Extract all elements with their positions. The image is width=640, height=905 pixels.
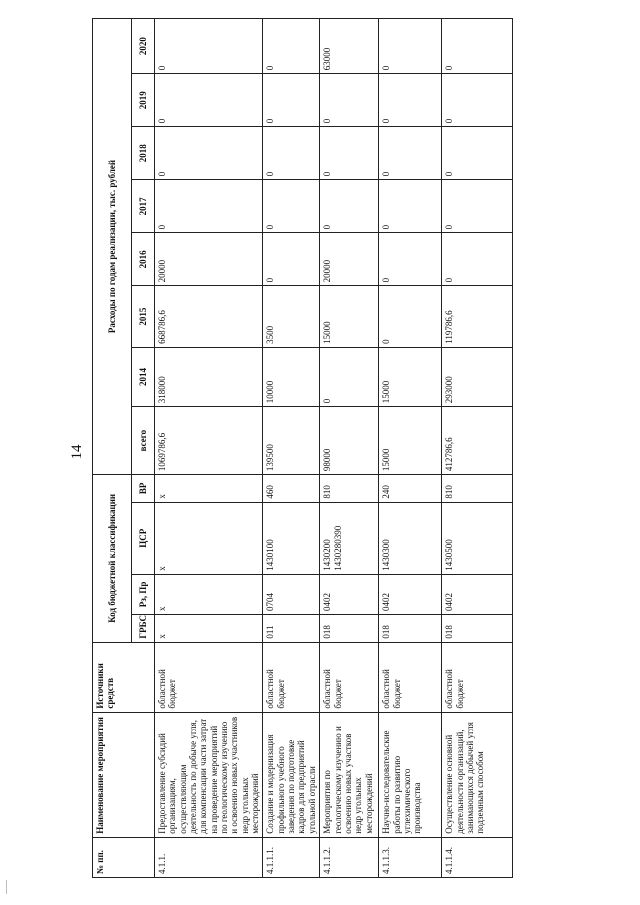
page-number: 14	[69, 444, 85, 460]
header-year: 2015	[132, 286, 155, 348]
row-year-value: 15000	[320, 286, 379, 348]
header-num: № пп.	[93, 837, 155, 877]
row-year-value: 0	[263, 233, 320, 286]
row-year-value: 63000	[320, 19, 379, 74]
row-year-value: 0	[320, 74, 379, 127]
row-name: Предоставление субсидий организациям, осуществляющим деятельность по добыче угля, для компенсации части затрат на проведение мероприятий по геологическому изучению и освоению новых участников недр угольных месторождений	[155, 712, 263, 837]
row-year-value: 0	[155, 19, 263, 74]
row-name: Научно-исследовательские работы по развитию углехимического производства	[379, 712, 442, 837]
row-vr: 460	[263, 475, 320, 503]
header-year: 2020	[132, 19, 155, 74]
row-num: 4.1.1.	[155, 837, 263, 877]
header-year: 2014	[132, 347, 155, 406]
row-year-value: 0	[320, 180, 379, 233]
row-source: областной бюджет	[442, 642, 513, 712]
row-grbs: х	[155, 615, 263, 643]
row-year-value: 0	[442, 74, 513, 127]
row-year-value: 0	[320, 347, 379, 406]
row-total: 1069786,6	[155, 407, 263, 475]
row-total: 98000	[320, 407, 379, 475]
row-num: 4.1.1.2.	[320, 837, 379, 877]
row-year-value: 0	[442, 180, 513, 233]
row-source: областной бюджет	[379, 642, 442, 712]
row-rz: 0402	[379, 574, 442, 614]
row-csr: 1430300	[379, 502, 442, 574]
row-num: 4.1.1.3.	[379, 837, 442, 877]
row-num: 4.1.1.1.	[263, 837, 320, 877]
row-year-value: 0	[379, 19, 442, 74]
row-year-value: 0	[442, 127, 513, 180]
row-year-value: 0	[379, 286, 442, 348]
row-vr: 810	[442, 475, 513, 503]
table-row	[263, 19, 320, 878]
table-row	[379, 19, 442, 878]
row-source: областной бюджет	[320, 642, 379, 712]
row-year-value: 0	[379, 74, 442, 127]
row-year-value: 0	[155, 127, 263, 180]
row-num: 4.1.1.4.	[442, 837, 513, 877]
row-rz: 0402	[320, 574, 379, 614]
row-csr: 1430200 1430280390	[320, 502, 379, 574]
header-year: 2017	[132, 180, 155, 233]
header-grbs: ГРБС	[132, 615, 155, 643]
row-year-value: 0	[263, 19, 320, 74]
row-total: 139500	[263, 407, 320, 475]
header-year: 2019	[132, 74, 155, 127]
row-year-value: 0	[379, 233, 442, 286]
row-csr: 1430500	[442, 502, 513, 574]
row-name: Создание и модернизация профильного учебного заведения по подготовке кадров для предприятий угольной отрасли	[263, 712, 320, 837]
scan-edge-mark	[6, 880, 7, 894]
rotated-table-container	[92, 18, 542, 878]
header-year: 2016	[132, 233, 155, 286]
row-year-value: 0	[155, 74, 263, 127]
row-grbs: 018	[442, 615, 513, 643]
header-year: 2018	[132, 127, 155, 180]
row-source: областной бюджет	[263, 642, 320, 712]
row-grbs: 018	[320, 615, 379, 643]
row-year-value: 0	[263, 180, 320, 233]
row-vr: 810	[320, 475, 379, 503]
row-total: 15000	[379, 407, 442, 475]
row-grbs: 011	[263, 615, 320, 643]
row-year-value: 10000	[263, 347, 320, 406]
header-name: Наименование мероприятия	[93, 712, 155, 837]
row-vr: х	[155, 475, 263, 503]
row-rz: 0402	[442, 574, 513, 614]
row-source: областной бюджет	[155, 642, 263, 712]
header-row-1	[93, 19, 132, 878]
row-year-value: 0	[442, 19, 513, 74]
row-year-value: 668786,6	[155, 286, 263, 348]
table-row	[320, 19, 379, 878]
table-row	[155, 19, 263, 878]
header-total: всего	[132, 407, 155, 475]
row-csr: х	[155, 502, 263, 574]
header-csr: ЦСР	[132, 502, 155, 574]
row-year-value: 0	[155, 180, 263, 233]
row-year-value: 0	[263, 74, 320, 127]
table-row	[442, 19, 513, 878]
row-name: Мероприятия по геологическому изучению и освоению новых участков недр угольных месторождений	[320, 712, 379, 837]
row-csr: 1430100	[263, 502, 320, 574]
row-year-value: 0	[379, 127, 442, 180]
expenses-table	[92, 18, 513, 878]
row-rz: х	[155, 574, 263, 614]
row-year-value: 15000	[379, 347, 442, 406]
row-year-value: 293000	[442, 347, 513, 406]
row-vr: 240	[379, 475, 442, 503]
row-rz: 0704	[263, 574, 320, 614]
row-year-value: 0	[263, 127, 320, 180]
row-grbs: 018	[379, 615, 442, 643]
row-year-value: 20000	[320, 233, 379, 286]
row-year-value: 0	[320, 127, 379, 180]
header-vr: ВР	[132, 475, 155, 503]
header-expense-group: Расходы по годам реализации, тыс. рублей	[93, 19, 132, 475]
header-source: Источники средств	[93, 642, 155, 712]
row-name: Осуществление основной деятельности организаций, занимающихся добычей угля подземным способом	[442, 712, 513, 837]
row-year-value: 3500	[263, 286, 320, 348]
header-rz: Рз, Пр	[132, 574, 155, 614]
row-year-value: 0	[379, 180, 442, 233]
row-year-value: 318000	[155, 347, 263, 406]
row-year-value: 20000	[155, 233, 263, 286]
row-year-value: 119786,6	[442, 286, 513, 348]
row-year-value: 0	[442, 233, 513, 286]
header-code-group: Код бюджетной классификации	[93, 475, 132, 643]
row-total: 412786,6	[442, 407, 513, 475]
